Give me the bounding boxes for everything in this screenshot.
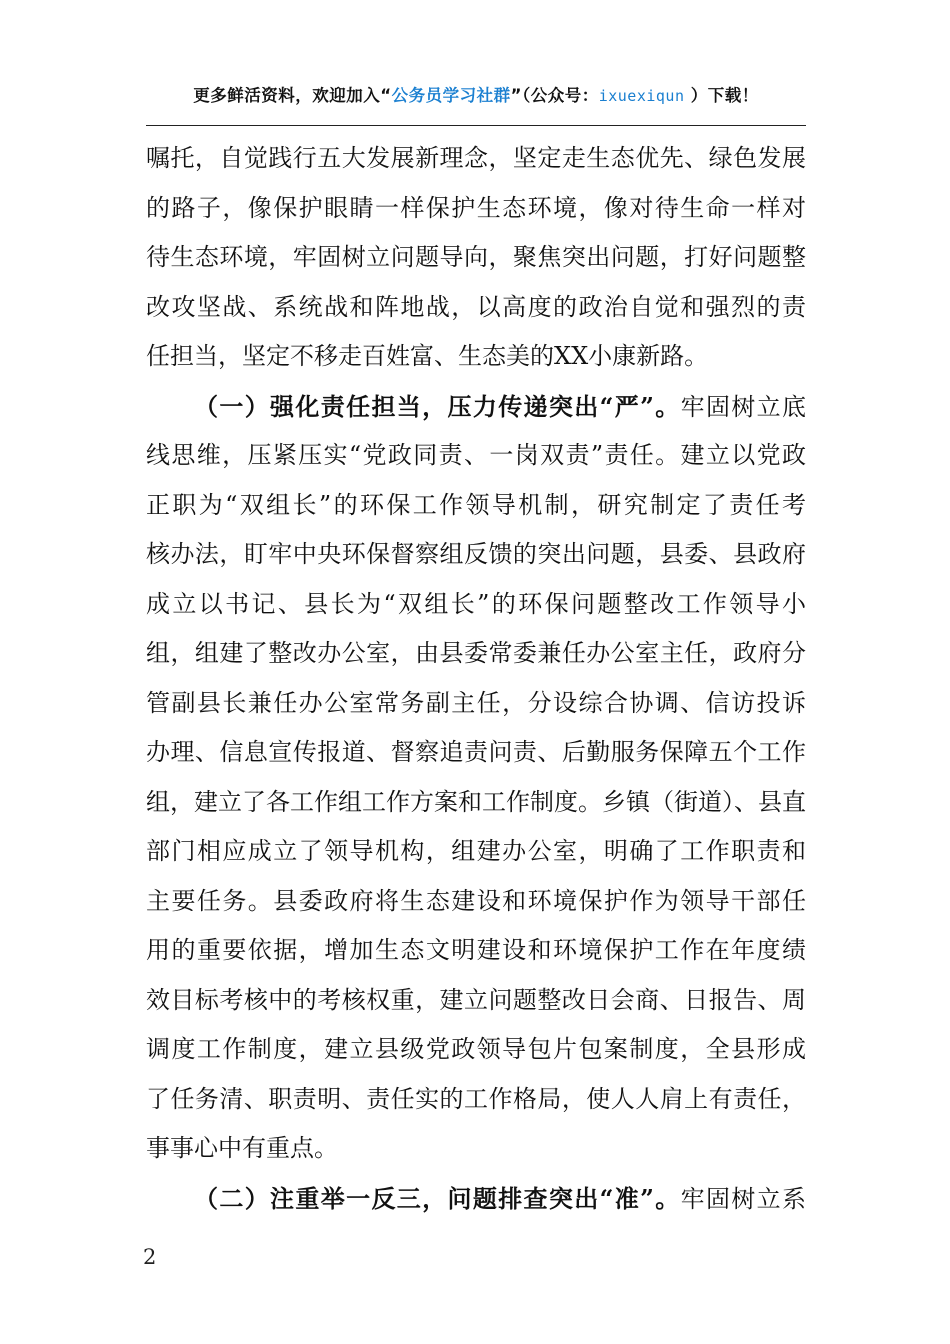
body-line: 嘱托，自觉践行五大发展新理念，坚定走生态优先、绿色发展 <box>146 144 806 172</box>
section-heading-line <box>146 1174 806 1224</box>
section-heading-line <box>146 382 806 432</box>
body-line: 组，组建了整改办公室，由县委常委兼任办公室主任，政府分 <box>146 639 806 667</box>
body-line: 组，建立了各工作组工作方案和工作制度。乡镇（街道）、县直 <box>146 787 806 816</box>
body-line: 部门相应成立了领导机构，组建办公室，明确了工作职责和 <box>146 837 806 865</box>
body-line: 主要任务。县委政府将生态建设和环境保护作为领导干部任 <box>146 886 806 915</box>
body-line: 待生态环境，牢固树立问题导向，聚焦突出问题，打好问题整 <box>146 243 806 271</box>
section-heading: （一）强化责任担当，压力传递突出“严”。 <box>194 391 681 421</box>
header-group-name: 公务员学习社群 <box>391 86 511 105</box>
body-line: 了任务清、职责明、责任实的工作格局，使人人肩上有责任， <box>146 1084 806 1113</box>
body-line: 的路子，像保护眼睛一样保护生态环境，像对待生命一样对 <box>146 193 806 222</box>
document-header <box>146 82 806 106</box>
body-line: 正职为“双组长”的环保工作领导机制，研究制定了责任考 <box>146 490 806 519</box>
body-line: 改攻坚战、系统战和阵地战，以高度的政治自觉和强烈的责 <box>146 292 806 321</box>
header-account-id: ixuexiqun <box>598 87 685 105</box>
body-line: 任担当，坚定不移走百姓富、生态美的XX小康新路。 <box>146 342 709 370</box>
body-line: 用的重要依据，增加生态文明建设和环境保护工作在年度绩 <box>146 936 806 964</box>
body-line: 效目标考核中的考核权重，建立问题整改日会商、日报告、周 <box>146 985 806 1014</box>
body-line: 成立以书记、县长为“双组长”的环保问题整改工作领导小 <box>146 589 806 618</box>
body-line: 管副县长兼任办公室常务副主任，分设综合协调、信访投诉 <box>146 688 806 717</box>
header-divider <box>146 125 806 126</box>
body-text-run: 牢固树立系 <box>680 1184 806 1213</box>
body-line: 调度工作制度，建立县级党政领导包片包案制度，全县形成 <box>146 1035 806 1063</box>
section-heading: （二）注重举一反三，问题排查突出“准”。 <box>194 1183 681 1213</box>
header-suffix: ）下载！ <box>684 86 759 105</box>
page-number: 2 <box>143 1245 157 1269</box>
body-line: 核办法，盯牢中央环保督察组反馈的突出问题，县委、县政府 <box>146 540 806 568</box>
body-line: 事事心中有重点。 <box>146 1134 338 1162</box>
document-body <box>146 134 806 1223</box>
body-line: 线思维，压紧压实“党政同责、一岗双责”责任。建立以党政 <box>146 441 806 469</box>
body-text-run: 牢固树立底 <box>680 392 806 421</box>
header-prefix: 更多鲜活资料，欢迎加入“ <box>193 86 392 105</box>
header-middle: ”（公众号： <box>510 86 599 105</box>
body-line: 办理、信息宣传报道、督察追责问责、后勤服务保障五个工作 <box>146 738 806 766</box>
